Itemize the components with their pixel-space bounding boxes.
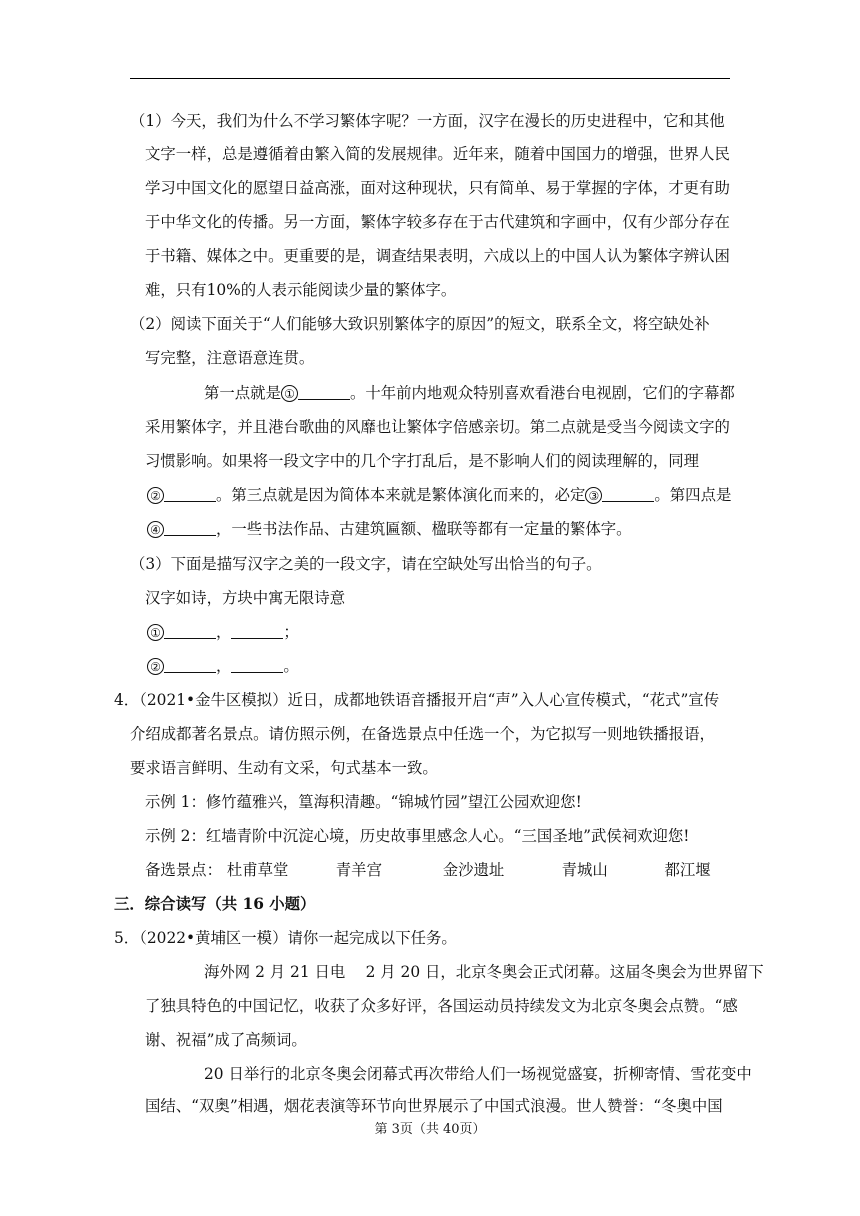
passage-text: 。第三点就是因为简体本来就是繁体演化而来的，必定 [216, 486, 586, 504]
option-item: 都江堰 [664, 861, 711, 879]
circled-number-2: ② [147, 487, 164, 504]
answer-blank[interactable] [231, 624, 283, 639]
answer-blank[interactable] [231, 658, 283, 673]
fill-line-1 [147, 622, 299, 642]
q4-line: 介绍成都著名景点。请仿照示例，在备选景点中任选一个，为它拟写一则地铁播报语， [130, 725, 715, 743]
header-rule [130, 78, 730, 79]
options-label: 备选景点： [145, 861, 222, 879]
passage-line-5 [147, 519, 632, 539]
option-item: 青羊宫 [335, 861, 382, 879]
punctuation: 。 [283, 657, 299, 675]
poem-line: 汉字如诗，方块中寓无限诗意 [145, 589, 346, 607]
fill-line-2 [147, 656, 299, 676]
punctuation: ， [216, 657, 232, 675]
page-footer: 第 3页（共 40页） [374, 1122, 486, 1137]
section-heading: 三．综合读写（共 16 小题） [114, 895, 316, 913]
q5-para-line: 国结、“双奥”相遇，烟花表演等环节向世界展示了中国式浪漫。世人赞誉：“冬奥中国 [145, 1097, 723, 1115]
q3-p1-line: 难，只有10%的人表示能阅读少量的繁体字。 [145, 281, 457, 299]
passage-text: 第一点就是 [204, 384, 281, 402]
q4-line: 要求语言鲜明、生动有文采，句式基本一致。 [130, 759, 438, 777]
q5-para-line: 了独具特色的中国记忆，收获了众多好评，各国运动员持续发文为北京冬奥会点赞。“感 [145, 997, 738, 1015]
answer-blank[interactable] [164, 624, 216, 639]
q3-p2-line: 写完整，注意语意连贯。 [145, 349, 315, 367]
passage-line-1 [204, 383, 735, 403]
passage-text: 。十年前内地观众特别喜欢看港台电视剧，它们的字幕都 [349, 384, 735, 402]
passage-text: 。第四点是 [654, 486, 732, 504]
q3-p2-line: （2）阅读下面关于“人们能够大致识别繁体字的原因”的短文，联系全文，将空缺处补 [130, 315, 710, 333]
q5-line: 5．（2022•黄埔区一模）请你一起完成以下任务。 [114, 929, 457, 947]
option-item: 杜甫草堂 [226, 861, 289, 879]
q3-p3-line: （3）下面是描写汉字之美的一段文字，请在空缺处写出恰当的句子。 [130, 555, 602, 573]
passage-line-4 [147, 485, 731, 505]
answer-blank[interactable] [298, 385, 350, 400]
example-2: 示例 2：红墙青阶中沉淀心境，历史故事里感念人心。“三国圣地”武侯祠欢迎您! [145, 827, 690, 845]
answer-blank[interactable] [164, 521, 216, 536]
q5-para-line: 谢、祝福”成了高频词。 [145, 1031, 307, 1049]
passage-line: 采用繁体字，并且港台歌曲的风靡也让繁体字倍感亲切。第二点就是受当今阅读文字的 [145, 418, 730, 436]
punctuation: ； [283, 623, 299, 641]
circled-number-2: ② [147, 658, 164, 675]
circled-number-1: ① [147, 624, 164, 641]
circled-number-3: ③ [585, 487, 602, 504]
answer-blank[interactable] [602, 487, 654, 502]
option-item: 青城山 [561, 861, 608, 879]
q5-para-line: 海外网 2 月 21 日电 2 月 20 日，北京冬奥会正式闭幕。这届冬奥会为世界留下 [204, 963, 764, 981]
q4-line: 4．（2021•金牛区模拟）近日，成都地铁语音播报开启“声”入人心宣传模式，“花式”宣传 [114, 691, 720, 709]
q3-p1-line: 于书籍、媒体之中。更重要的是，调查结果表明，六成以上的中国人认为繁体字辨认困 [145, 247, 730, 265]
q3-p1-line: 学习中国文化的愿望日益高涨，面对这种现状，只有简单、易于掌握的字体，才更有助 [145, 179, 730, 197]
q3-p1-line: （1）今天，我们为什么不学习繁体字呢？一方面，汉字在漫长的历史进程中，它和其他 [130, 112, 725, 130]
q3-p1-line: 文字一样，总是遵循着由繁入简的发展规律。近年来，随着中国国力的增强，世界人民 [145, 145, 730, 163]
passage-line: 习惯影响。如果将一段文字中的几个字打乱后，是不影响人们的阅读理解的，同理 [145, 452, 700, 470]
q3-p1-line: 于中华文化的传播。另一方面，繁体字较多存在于古代建筑和字画中，仅有少部分存在 [145, 213, 730, 231]
example-1: 示例 1：修竹蕴雅兴，篁海积清趣。“锦城竹园”望江公园欢迎您! [145, 793, 582, 811]
punctuation: ， [216, 623, 232, 641]
options-line [145, 860, 711, 880]
circled-number-1: ① [281, 385, 298, 402]
circled-number-4: ④ [147, 521, 164, 538]
q5-para-line: 20 日举行的北京冬奥会闭幕式再次带给人们一场视觉盛宴，折柳寄情、雪花变中 [204, 1065, 752, 1083]
answer-blank[interactable] [164, 658, 216, 673]
option-item: 金沙遗址 [442, 861, 505, 879]
passage-text: ，一些书法作品、古建筑匾额、楹联等都有一定量的繁体字。 [216, 520, 632, 538]
answer-blank[interactable] [164, 487, 216, 502]
